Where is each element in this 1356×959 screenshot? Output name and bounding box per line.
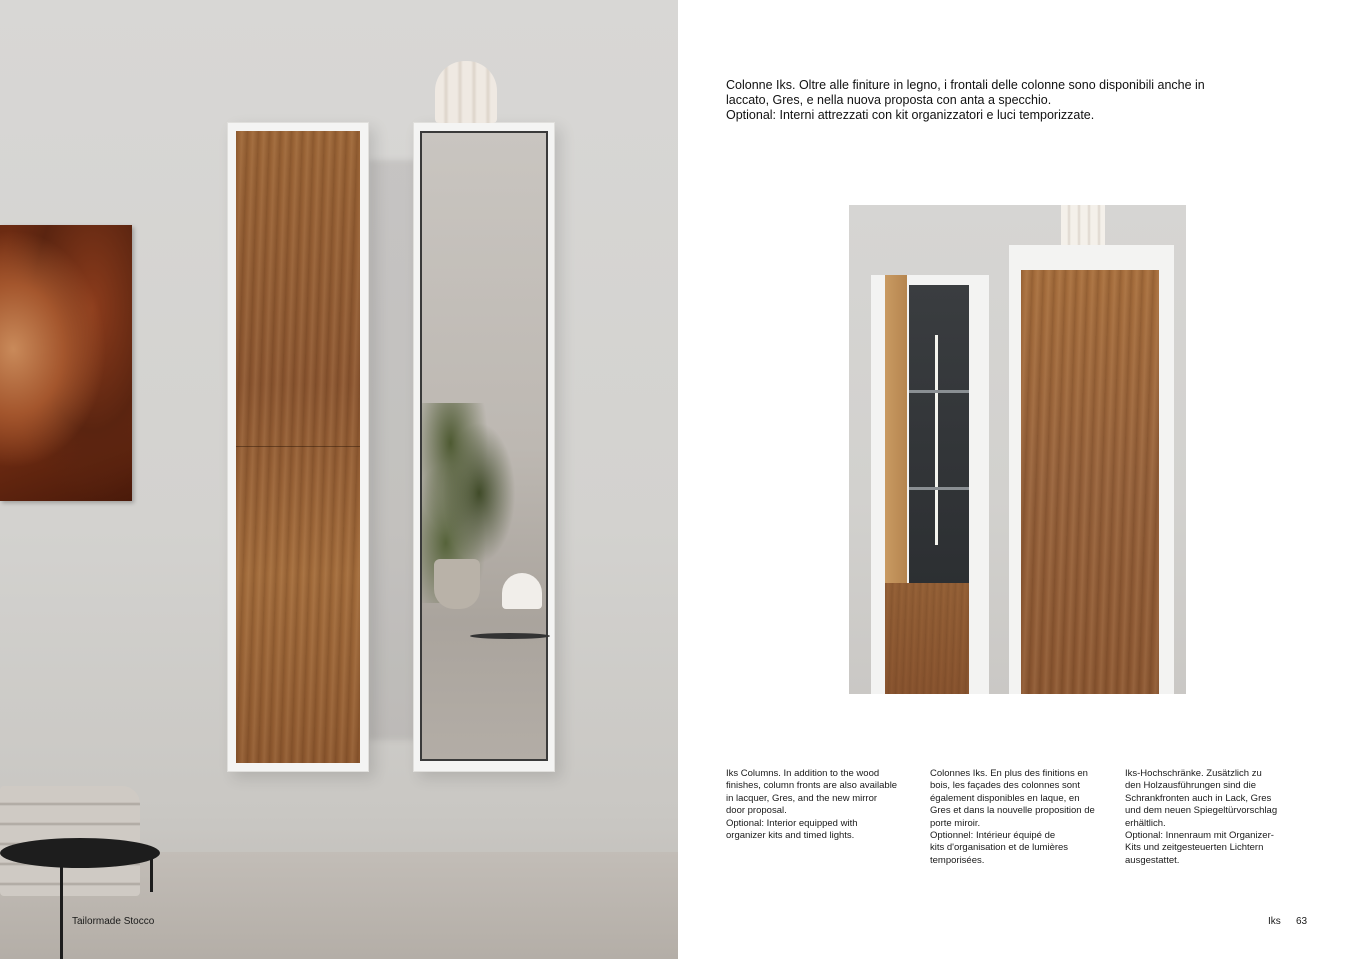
text-line: finishes, column fronts are also available: [726, 780, 898, 792]
footer-brand: Tailormade Stocco: [72, 916, 155, 927]
text-line: Iks-Hochschränke. Zusätzlich zu: [1125, 768, 1262, 779]
text-line: den Holzausführungen sind die: [1125, 780, 1256, 792]
footer-section-name: Iks: [1268, 916, 1281, 927]
cabinet-shadow: [368, 160, 418, 740]
stool-top: [0, 838, 160, 868]
text-line: organizer kits and timed lights.: [726, 830, 855, 842]
english-description: [726, 768, 908, 842]
text-line: temporisées.: [930, 854, 985, 866]
wood-column-cabinet: [227, 122, 369, 772]
wall-painting: [0, 225, 132, 501]
closed-wood-front: [1021, 270, 1159, 694]
intro-line: Colonne Iks. Oltre alle finiture in legno, i frontali delle colonne sono disponibili anche in: [726, 78, 1205, 92]
text-line: Optional: Interior equipped with: [726, 817, 858, 829]
intro-paragraph: [726, 78, 1286, 123]
intro-line: Optional: Interni attrezzati con kit organizzatori e luci temporizzate.: [726, 108, 1095, 122]
glass-shelf: [909, 487, 969, 490]
text-line: ausgestattet.: [1125, 854, 1180, 866]
text-line: door proposal.: [726, 805, 787, 817]
glass-shelf: [909, 390, 969, 393]
lower-wood-front: [885, 583, 969, 694]
text-line: porte miroir.: [930, 817, 981, 829]
text-line: in lacquer, Gres, and the new mirror: [726, 792, 878, 804]
reflected-pot: [434, 559, 480, 609]
intro-line: laccato, Gres, e nella nuova proposta con anta a specchio.: [726, 93, 1052, 107]
reflected-lamp: [502, 573, 542, 609]
text-line: Kits und zeitgesteuerten Lichtern: [1125, 842, 1264, 854]
ribbed-vase: [435, 61, 497, 123]
text-line: Schrankfronten auch in Lack, Gres: [1125, 792, 1272, 804]
stool-leg: [60, 862, 63, 959]
mirror-door: [420, 131, 548, 761]
reflected-table: [470, 633, 550, 639]
text-line: und dem neuen Spiegeltürvorschlag: [1125, 805, 1278, 817]
text-line: également disponibles en laque, en: [930, 792, 1080, 804]
door-split-line: [236, 446, 360, 447]
open-wood-door: [885, 275, 907, 625]
text-line: Optionnel: Intérieur équipé de: [930, 830, 1056, 842]
text-line: Colonnes Iks. En plus des finitions en: [930, 768, 1088, 779]
text-line: kits d'organisation et de lumières: [930, 842, 1069, 854]
text-line: Iks Columns. In addition to the wood: [726, 768, 880, 779]
led-light-strip: [935, 335, 938, 545]
detail-photo: [849, 205, 1186, 694]
text-line: bois, les façades des colonnes sont: [930, 780, 1080, 792]
german-description: [1125, 768, 1307, 867]
wood-front: [236, 131, 360, 763]
cabinet-interior: [909, 285, 969, 585]
page-number: 63: [1296, 916, 1308, 927]
text-line: erhältlich.: [1125, 817, 1166, 829]
stool-leg: [150, 852, 153, 892]
text-line: Optional: Innenraum mit Organizer-: [1125, 830, 1274, 842]
mirror-column-cabinet: [413, 122, 555, 772]
french-description: [930, 768, 1112, 867]
text-line: Gres et dans la nouvelle proposition de: [930, 805, 1095, 817]
